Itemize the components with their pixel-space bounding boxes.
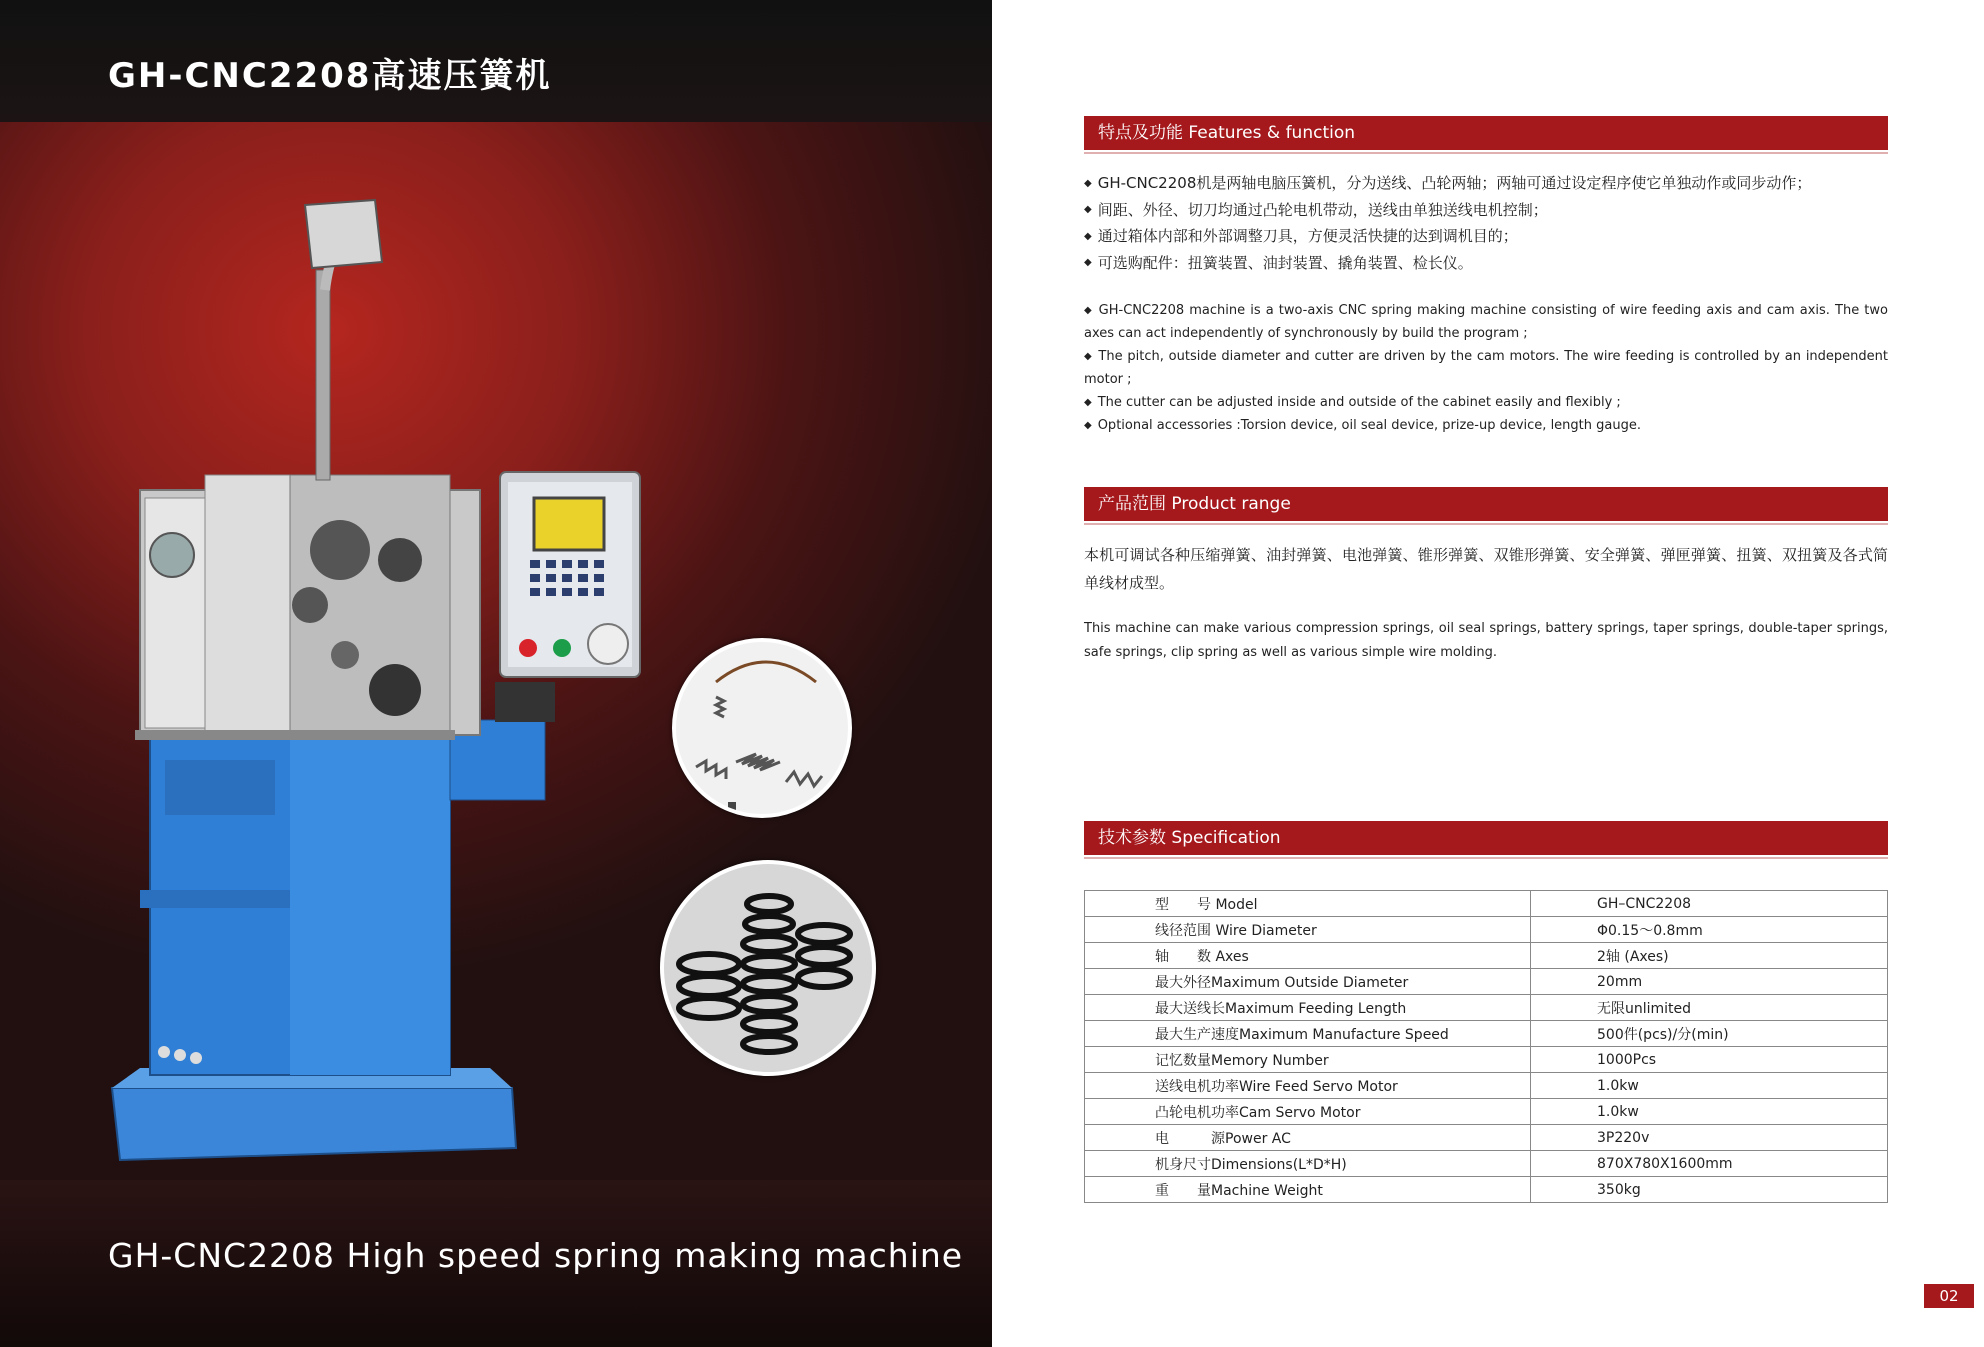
features-zh-list [1084, 170, 1888, 276]
list-item: ◆ GH-CNC2208机是两轴电脑压簧机，分为送线、凸轮两轴；两轴可通过设定程序使它单独动作或同步动作； [1084, 174, 1812, 192]
table-row: 记忆数量Memory Number 1000Pcs [1085, 1047, 1888, 1073]
page-number: 02 [1924, 1284, 1974, 1308]
list-item: ◆ Optional accessories :Torsion device, oil seal device, prize-up device, length gauge. [1084, 418, 1641, 433]
product-range-en: This machine can make various compression springs, oil seal springs, battery springs, taper springs, double-taper springs, safe springs, clip spring as well as various simple wire molding. [1084, 621, 1888, 660]
table-row: 电 源Power AC 3P220v [1085, 1125, 1888, 1151]
diamond-bullet-icon: ◆ [1084, 230, 1092, 242]
specification-heading: 技术参数 Specification [1084, 821, 1888, 855]
features-en-list [1084, 299, 1888, 437]
table-row: 最大外径Maximum Outside Diameter 20mm [1085, 969, 1888, 995]
diamond-bullet-icon: ◆ [1084, 397, 1092, 408]
table-row: 机身尺寸Dimensions(L*D*H) 870X780X1600mm [1085, 1151, 1888, 1177]
table-row: 送线电机功率Wire Feed Servo Motor 1.0kw [1085, 1073, 1888, 1099]
diamond-bullet-icon: ◆ [1084, 420, 1092, 431]
list-item: ◆ The pitch, outside diameter and cutter are driven by the cam motors. The wire feeding is controlled by an independent motor ; [1084, 349, 1888, 387]
features-heading: 特点及功能 Features & function [1084, 116, 1888, 150]
product-range-zh: 本机可调试各种压缩弹簧、油封弹簧、电池弹簧、锥形弹簧、双锥形弹簧、安全弹簧、弹匣弹簧、扭簧、双扭簧及各式简单线材成型。 [1084, 546, 1888, 592]
table-row: 最大送线长Maximum Feeding Length 无限unlimited [1085, 995, 1888, 1021]
specification-table [1084, 890, 1888, 1203]
table-row: 型 号 Model GH–CNC2208 [1085, 891, 1888, 917]
table-row: 最大生产速度Maximum Manufacture Speed 500件(pcs)/分(min) [1085, 1021, 1888, 1047]
list-item: ◆ 间距、外径、切刀均通过凸轮电机带动，送线由单独送线电机控制； [1084, 200, 1548, 219]
table-row: 线径范围 Wire Diameter Φ0.15～0.8mm [1085, 917, 1888, 943]
product-title-zh: GH-CNC2208高速压簧机 [108, 56, 552, 96]
table-row: 凸轮电机功率Cam Servo Motor 1.0kw [1085, 1099, 1888, 1125]
list-item: ◆ 可选购配件：扭簧装置、油封装置、撬角装置、检长仪。 [1084, 253, 1473, 272]
list-item: ◆ 通过箱体内部和外部调整刀具，方便灵活快捷的达到调机目的； [1084, 227, 1518, 245]
diamond-bullet-icon: ◆ [1084, 177, 1092, 189]
spring-samples-inset [672, 638, 852, 818]
diamond-bullet-icon: ◆ [1084, 257, 1092, 268]
list-item: ◆ GH-CNC2208 machine is a two-axis CNC spring making machine consisting of wire feeding axis and cam axis. The two axes can act independently of synchronously by build the program ; [1084, 303, 1888, 341]
diamond-bullet-icon: ◆ [1084, 351, 1093, 362]
diamond-bullet-icon: ◆ [1084, 305, 1093, 316]
black-springs-inset [660, 860, 876, 1076]
table-row: 轴 数 Axes 2轴 (Axes) [1085, 943, 1888, 969]
list-item: ◆ The cutter can be adjusted inside and outside of the cabinet easily and flexibly ; [1084, 395, 1621, 410]
table-row: 重 量Machine Weight 350kg [1085, 1177, 1888, 1203]
product-range-heading: 产品范围 Product range [1084, 487, 1888, 521]
diamond-bullet-icon: ◆ [1084, 204, 1092, 215]
product-title-en: GH-CNC2208 High speed spring making machine [108, 1236, 964, 1275]
